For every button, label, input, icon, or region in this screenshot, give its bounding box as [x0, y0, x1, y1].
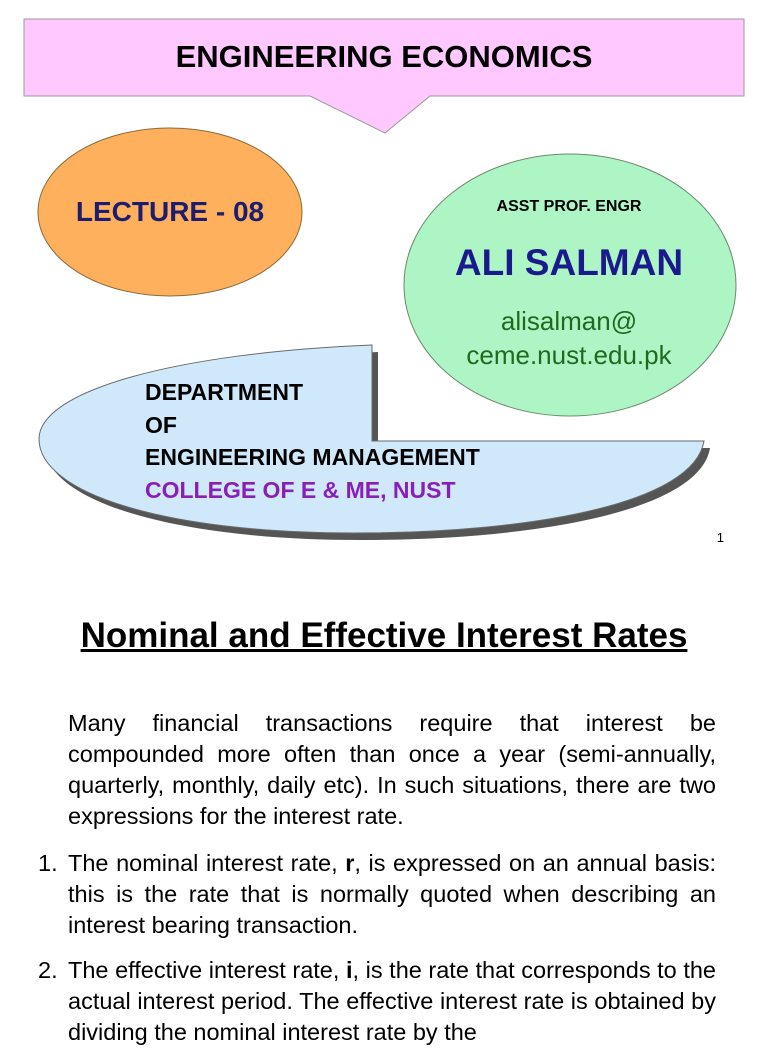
list-text-before: The effective interest rate, [68, 957, 346, 983]
college-name: COLLEGE OF E & ME, NUST [145, 476, 456, 503]
list-text-after: , is the rate that corresponds to the actual interest period. The effective interest rate is obtained by dividing the nominal interest rate by the [68, 957, 716, 1045]
department-line-3: ENGINEERING MANAGEMENT [145, 444, 480, 470]
department-block [145, 376, 665, 506]
list-text [68, 955, 716, 1048]
intro-paragraph: Many financial transactions require that interest be compounded more often than once a year (semi-annually, quarterly, monthly, daily etc). In such situations, there are two expressions for the interest rate. [68, 710, 716, 829]
list-number: 1. [38, 850, 58, 876]
instructor-title: ASST PROF. ENGR [496, 198, 642, 215]
list-number: 2. [38, 957, 58, 983]
lecture-label: LECTURE - 08 [75, 196, 265, 227]
course-title: ENGINEERING ECONOMICS [175, 39, 593, 74]
instructor-name: ALI SALMAN [454, 242, 684, 283]
department-line-2: OF [145, 411, 177, 438]
list-text-after: , is expressed on an annual basis: this is the rate that is normally quoted when describing an interest bearing transaction. [68, 850, 716, 938]
page-number: 1 [716, 530, 724, 545]
list-text [68, 848, 716, 941]
effective-rate-symbol: i [345, 957, 353, 983]
list-item [38, 955, 716, 1048]
department-line-1: DEPARTMENT [145, 379, 304, 405]
nominal-rate-symbol: r [345, 850, 355, 876]
slide-heading: Nominal and Effective Interest Rates [80, 616, 688, 655]
instructor-email [404, 304, 734, 372]
email-line-1: alisalman@ [500, 306, 638, 336]
list-text-before: The nominal interest rate, [68, 850, 346, 876]
list-item [38, 848, 716, 941]
email-line-2: ceme.nust.edu.pk [466, 340, 672, 370]
